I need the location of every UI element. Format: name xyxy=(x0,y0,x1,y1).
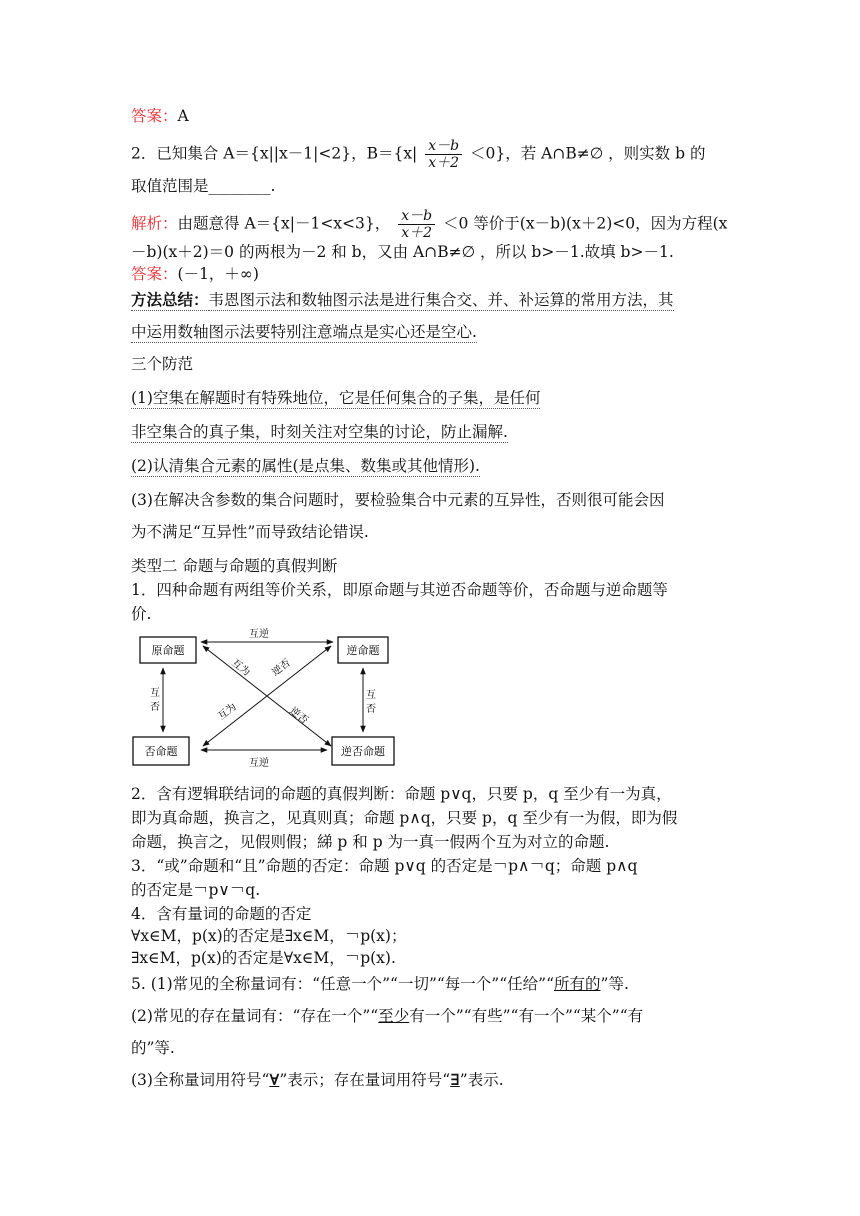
label-diag-huwei-a: 互为 xyxy=(229,657,252,679)
fraction-denominator: x＋2 xyxy=(401,225,433,241)
type-2-para-1-line-2: 价. xyxy=(131,605,152,623)
answer-line xyxy=(131,106,189,126)
question-2-fraction xyxy=(425,138,462,171)
guard-1-text-cont: 非空集合的真子集，时刻关注对空集的讨论，防止漏解. xyxy=(131,423,508,441)
guard-2 xyxy=(131,456,480,476)
para-3-line-1: 3．“或”命题和“且”命题的否定：命题 p∨q 的否定是￢p∧￢q；命题 p∧q xyxy=(131,857,638,875)
guard-1-line-2 xyxy=(131,422,508,442)
answer-value: A xyxy=(177,107,189,125)
box-original xyxy=(140,637,196,663)
four-propositions-diagram xyxy=(131,620,411,772)
para-5-line-2 xyxy=(131,1006,643,1026)
analysis-fraction xyxy=(398,208,435,241)
method-text: 韦恩图示法和数轴图示法是进行集合交、并、补运算的常用方法，其 xyxy=(208,291,674,309)
guard-1-text: (1)空集在解题时有特殊地位，它是任何集合的子集，是任何 xyxy=(131,389,541,407)
guard-2-text: (2)认清集合元素的属性(是点集、数集或其他情形). xyxy=(131,457,480,475)
para-5-4-mid: ”表示；存在量词用符号“ xyxy=(279,1071,451,1089)
para-4-line-1: ∀x∈M，p(x)的否定是∃x∈M，￢p(x)； xyxy=(131,927,407,945)
label-bottom: 互逆 xyxy=(249,758,269,769)
answer-2-label: 答案： xyxy=(131,265,178,283)
analysis-line-2: －b)(x＋2)＝0 的两根为－2 和 b，又由 A∩B≠∅ ，所以 b>－1.故填 b>－1. xyxy=(131,243,674,261)
label-left-2: 否 xyxy=(150,702,160,713)
question-2-text: 2．已知集合 A＝{x||x－1|<2}，B＝{x| xyxy=(131,144,418,163)
para-4-line-2: ∃x∈M，p(x)的否定是∀x∈M，￢p(x). xyxy=(131,949,396,967)
para-3-line-2: 的否定是￢p∨￢q. xyxy=(131,881,261,899)
svg-text:原命题: 原命题 xyxy=(151,644,185,657)
para-5-text-end: ”等. xyxy=(600,975,629,993)
method-label: 方法总结： xyxy=(131,290,209,309)
svg-text:否命题: 否命题 xyxy=(144,745,178,758)
fraction-denominator: x＋2 xyxy=(428,155,460,171)
label-right-2: 否 xyxy=(366,704,376,715)
label-diag-huwei-b: 互为 xyxy=(216,701,239,723)
label-diag-nifou-a: 逆否 xyxy=(270,657,293,679)
underlined-word: 所有的 xyxy=(554,975,601,993)
analysis-line-1 xyxy=(131,208,727,241)
type-2-para-1-line-1: 1．四种命题有两组等价关系，即原命题与其逆否命题等价，否命题与逆命题等 xyxy=(131,581,668,599)
para-2-line-1: 2．含有逻辑联结词的命题的真假判断：命题 p∨q，只要 p，q 至少有一为真， xyxy=(131,785,672,803)
para-5-4-end: ”表示. xyxy=(459,1071,504,1089)
underlined-word-2: 至少 xyxy=(378,1007,410,1025)
para-5-line-4 xyxy=(131,1070,504,1090)
answer-label: 答案： xyxy=(131,107,178,125)
fraction-numerator: x－b xyxy=(398,208,435,225)
analysis-text-cont: ＜0 等价于(x－b)(x＋2)<0，因为方程(x xyxy=(443,214,728,233)
para-2-line-3: 命题，换言之，见假则假；綈 p 和 p 为一真一假两个互为对立的命题. xyxy=(131,833,610,851)
para-5-2-text-end: 有一个”“有些”“有一个”“某个”“有 xyxy=(409,1007,644,1025)
method-line-2 xyxy=(131,322,477,342)
question-2-text-cont: ＜0}，若 A∩B≠∅ ，则实数 b 的 xyxy=(470,144,706,163)
question-2-line-2: 取值范围是________. xyxy=(131,177,276,195)
label-left-1: 互 xyxy=(150,688,160,699)
box-negation xyxy=(133,737,189,765)
analysis-text: 由题意得 A＝{x|－1<x<3}， xyxy=(177,214,391,233)
answer-2-line xyxy=(131,264,259,284)
para-5-line-1 xyxy=(131,974,629,994)
svg-text:逆否命题: 逆否命题 xyxy=(341,745,385,758)
exists-symbol: ∃ xyxy=(450,1070,460,1089)
para-4-title: 4．含有量词的命题的否定 xyxy=(131,905,312,923)
guard-1-line-1 xyxy=(131,388,540,408)
answer-2-value: (－1，＋∞) xyxy=(177,265,259,283)
para-5-2-text: (2)常见的存在量词有：“存在一个”“ xyxy=(131,1007,379,1025)
para-5-4-text: (3)全称量词用符号“ xyxy=(131,1071,270,1089)
forall-symbol: ∀ xyxy=(269,1070,280,1089)
box-contrapositive xyxy=(332,737,394,765)
three-guards-title: 三个防范 xyxy=(131,355,194,373)
method-text-cont: 中运用数轴图示法要特别注意端点是实心还是空心. xyxy=(131,323,477,341)
para-5-text: 5. (1)常见的全称量词有：“任意一个”“一切”“每一个”“任给”“ xyxy=(131,975,554,993)
para-2-line-2: 即为真命题，换言之，见真则真；命题 p∧q，只要 p，q 至少有一为假，即为假 xyxy=(131,809,678,827)
analysis-label: 解析： xyxy=(131,214,178,233)
method-line-1 xyxy=(131,290,674,310)
type-2-title: 类型二 命题与命题的真假判断 xyxy=(131,557,338,575)
label-top: 互逆 xyxy=(249,629,269,640)
para-5-line-3: 的”等. xyxy=(131,1039,175,1057)
guard-3-line-1: (3)在解决含参数的集合问题时，要检验集合中元素的互异性，否则很可能会因 xyxy=(131,491,665,509)
label-diag-nifou-b: 逆否 xyxy=(287,705,310,727)
question-2-line-1 xyxy=(131,138,705,171)
fraction-numerator: x－b xyxy=(425,138,462,155)
guard-3-line-2: 为不满足“互异性”而导致结论错误. xyxy=(131,523,369,541)
label-right-1: 互 xyxy=(366,690,376,701)
box-converse xyxy=(338,637,388,663)
svg-text:逆命题: 逆命题 xyxy=(346,644,380,657)
